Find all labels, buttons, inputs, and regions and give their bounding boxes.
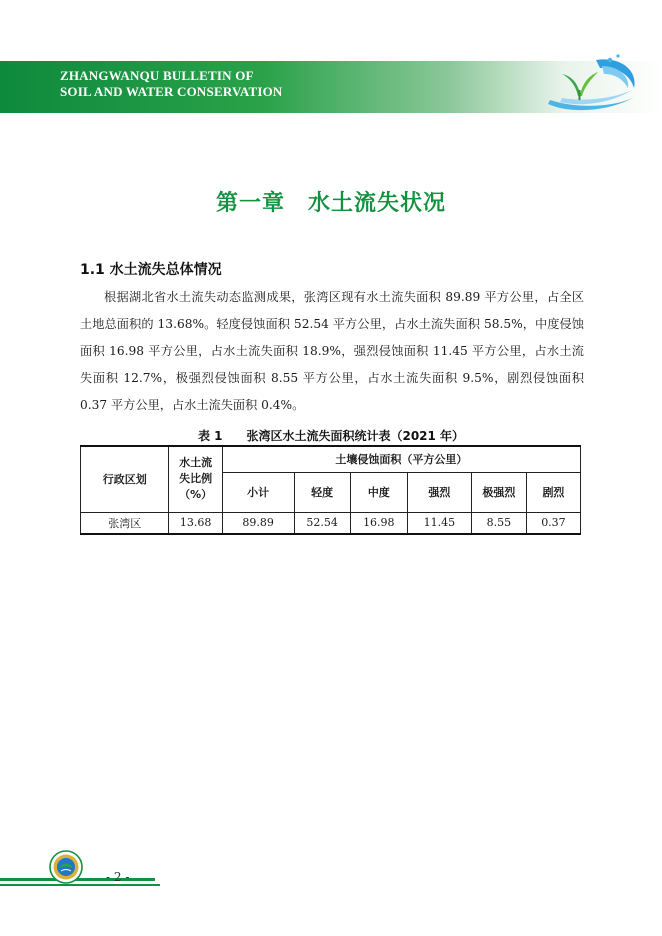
cell-region: 张湾区 xyxy=(81,512,169,534)
conservation-emblem-icon xyxy=(49,850,83,884)
body-paragraph: 根据湖北省水土流失动态监测成果，张湾区现有水土流失面积 89.89 平方公里，占全区土地总面积的 13.68%。轻度侵蚀面积 52.54 平方公里，占水土流失面积 58.5%，中度侵蚀面积 16.98 平方公里，占水土流失面积 18.9%，强烈侵蚀面积 11.45 平方公里，占水土流失面积 12.7%，极强烈侵蚀面积 8.55 平方公里，占水土流失面积 9.5%，剧烈侵蚀面积 0.37 平方公里，占水土流失面积 0.4%。 xyxy=(80,290,584,412)
header-ratio-line1: 水土流 xyxy=(179,456,213,470)
bulletin-title xyxy=(60,68,283,100)
chapter-title: 第一章 水土流失状况 xyxy=(215,191,446,216)
cell-light: 52.54 xyxy=(294,512,350,534)
header-severe: 剧烈 xyxy=(526,472,580,512)
section-heading: 1.1 水土流失总体情况 xyxy=(80,262,222,278)
header-ratio xyxy=(169,446,222,512)
cell-strong: 11.45 xyxy=(407,512,471,534)
cell-very-strong: 8.55 xyxy=(471,512,526,534)
water-wave-sprout-icon xyxy=(540,52,640,114)
bulletin-title-line2: SOIL AND WATER CONSERVATION xyxy=(60,84,283,99)
table-caption: 表 1 张湾区水土流失面积统计表（2021 年） xyxy=(197,429,465,443)
erosion-statistics-table xyxy=(80,445,581,535)
header-moderate: 中度 xyxy=(350,472,407,512)
header-ratio-line2: 失比例 xyxy=(179,472,213,486)
header-subtotal: 小计 xyxy=(222,472,294,512)
header-erosion-group: 土壤侵蚀面积（平方公里） xyxy=(222,446,580,472)
cell-moderate: 16.98 xyxy=(350,512,407,534)
header-ratio-line3: （%） xyxy=(179,488,213,502)
header-very-strong: 极强烈 xyxy=(471,472,526,512)
cell-ratio: 13.68 xyxy=(169,512,222,534)
table-row xyxy=(81,512,581,534)
header-strong: 强烈 xyxy=(407,472,471,512)
cell-severe: 0.37 xyxy=(526,512,580,534)
cell-subtotal: 89.89 xyxy=(222,512,294,534)
footer-rule-bottom xyxy=(0,884,160,886)
bulletin-title-line1: ZHANGWANQU BULLETIN OF xyxy=(60,68,254,83)
page-number: - 2 - xyxy=(106,870,130,884)
header-light: 轻度 xyxy=(294,472,350,512)
header-region: 行政区划 xyxy=(81,446,169,512)
